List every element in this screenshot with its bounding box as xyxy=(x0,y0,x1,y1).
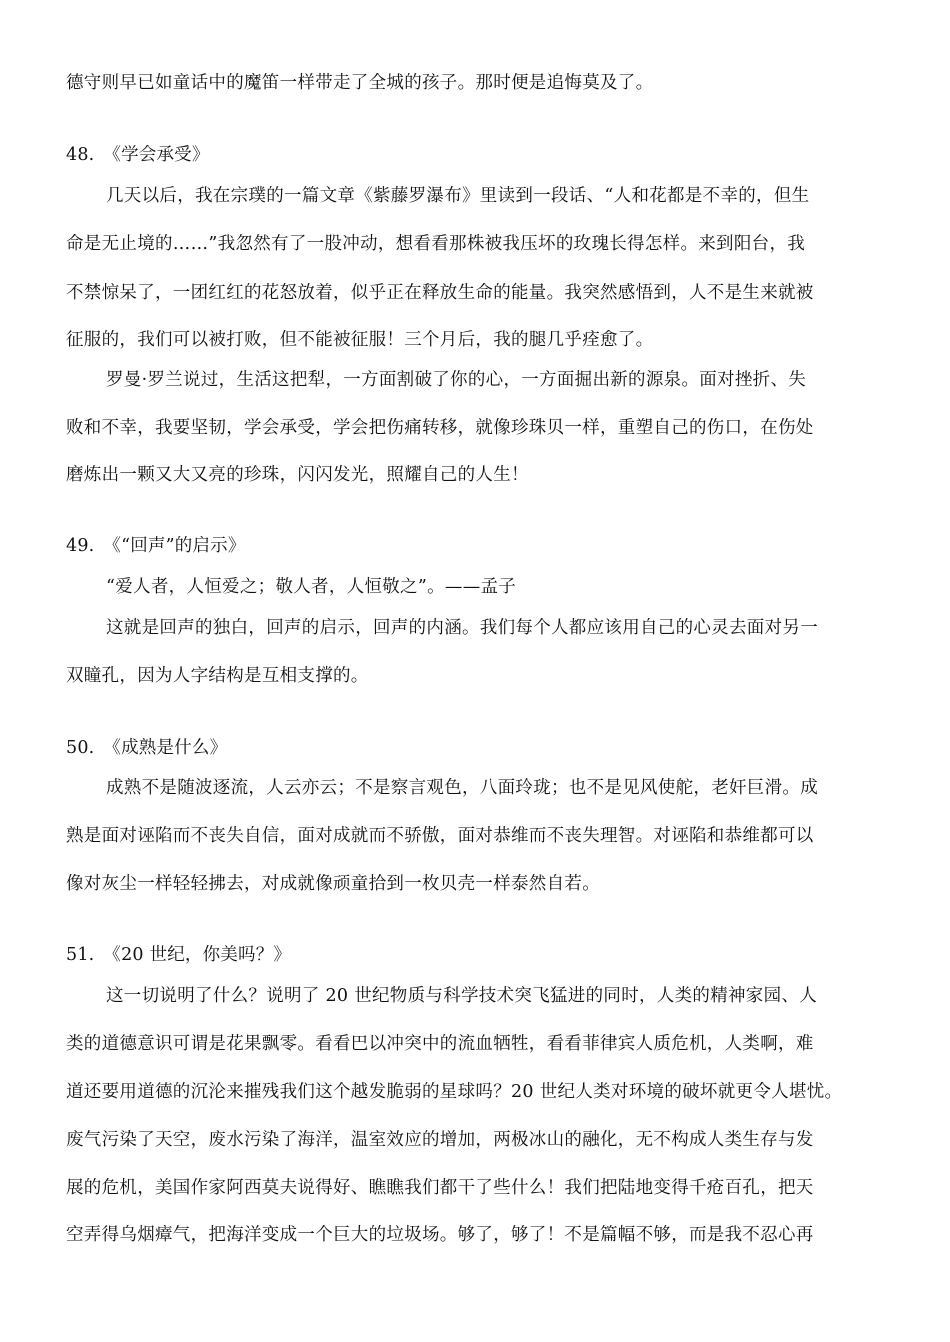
section-51-line-6: 空弄得乌烟瘴气，把海洋变成一个巨大的垃圾场。够了，够了！不是篇幅不够，而是我不忍心再 xyxy=(66,1225,814,1245)
section-50-line-3: 像对灰尘一样轻轻拂去，对成就像顽童拾到一枚贝壳一样泰然自若。 xyxy=(66,874,600,894)
section-51-heading: 51. 《20 世纪，你美吗？》 xyxy=(66,945,292,965)
section-50-line-2: 熟是面对诬陷而不丧失自信，面对成就而不骄傲，面对恭维而不丧失理智。对诬陷和恭维都可以 xyxy=(66,826,814,846)
section-51-line-1: 这一切说明了什么？说明了 20 世纪物质与科学技术突飞猛进的同时，人类的精神家园、人 xyxy=(106,986,817,1006)
section-51-line-3: 道还要用道德的沉沦来摧残我们这个越发脆弱的星球吗？20 世纪人类对环境的破坏就更令人堪忧。 xyxy=(66,1082,843,1102)
section-51-line-5: 展的危机，美国作家阿西莫夫说得好、瞧瞧我们都干了些什么！我们把陆地变得千疮百孔，把天 xyxy=(66,1178,814,1198)
section-48-line-3: 不禁惊呆了，一团红红的花怒放着，似乎正在释放生命的能量。我突然感悟到，人不是生来就被 xyxy=(66,283,814,303)
intro-line: 德守则早已如童话中的魔笛一样带走了全城的孩子。那时便是追悔莫及了。 xyxy=(66,73,654,93)
section-48-line-5: 罗曼·罗兰说过，生活这把犁，一方面割破了你的心，一方面掘出新的源泉。面对挫折、失 xyxy=(106,370,807,390)
section-49-heading: 49. 《“回声”的启示》 xyxy=(66,536,246,556)
section-51-line-2: 类的道德意识可谓是花果飘零。看看巴以冲突中的流血牺牲，看看菲律宾人质危机，人类啊，难 xyxy=(66,1034,814,1054)
section-48-heading: 48. 《学会承受》 xyxy=(66,145,210,165)
section-48-line-7: 磨炼出一颗又大又亮的珍珠，闪闪发光，照耀自己的人生！ xyxy=(66,465,529,485)
section-50-line-1: 成熟不是随波逐流，人云亦云；不是察言观色，八面玲珑；也不是见风使舵，老奸巨滑。成 xyxy=(106,778,818,798)
section-49-line-3: 双瞳孔，因为人字结构是互相支撑的。 xyxy=(66,666,369,686)
section-51-line-4: 废气污染了天空，废水污染了海洋，温室效应的增加，两极冰山的融化，无不构成人类生存与发 xyxy=(66,1130,814,1150)
section-48-line-1: 几天以后，我在宗璞的一篇文章《紫藤罗瀑布》里读到一段话、“人和花都是不幸的，但生 xyxy=(106,186,810,206)
section-48-line-2: 命是无止境的……”我忽然有了一股冲动，想看看那株被我压坏的玫瑰长得怎样。来到阳台，我 xyxy=(66,234,806,254)
section-49-line-2: 这就是回声的独白，回声的启示，回声的内涵。我们每个人都应该用自己的心灵去面对另一 xyxy=(106,618,818,638)
section-49-quote: “爱人者，人恒爱之；敬人者，人恒敬之”。——孟子 xyxy=(106,577,517,597)
section-48-line-4: 征服的，我们可以被打败，但不能被征服！三个月后，我的腿几乎痊愈了。 xyxy=(66,330,654,350)
section-48-line-6: 败和不幸，我要坚韧，学会承受，学会把伤痛转移，就像珍珠贝一样，重塑自己的伤口，在伤处 xyxy=(66,418,814,438)
section-50-heading: 50. 《成熟是什么》 xyxy=(66,738,228,758)
